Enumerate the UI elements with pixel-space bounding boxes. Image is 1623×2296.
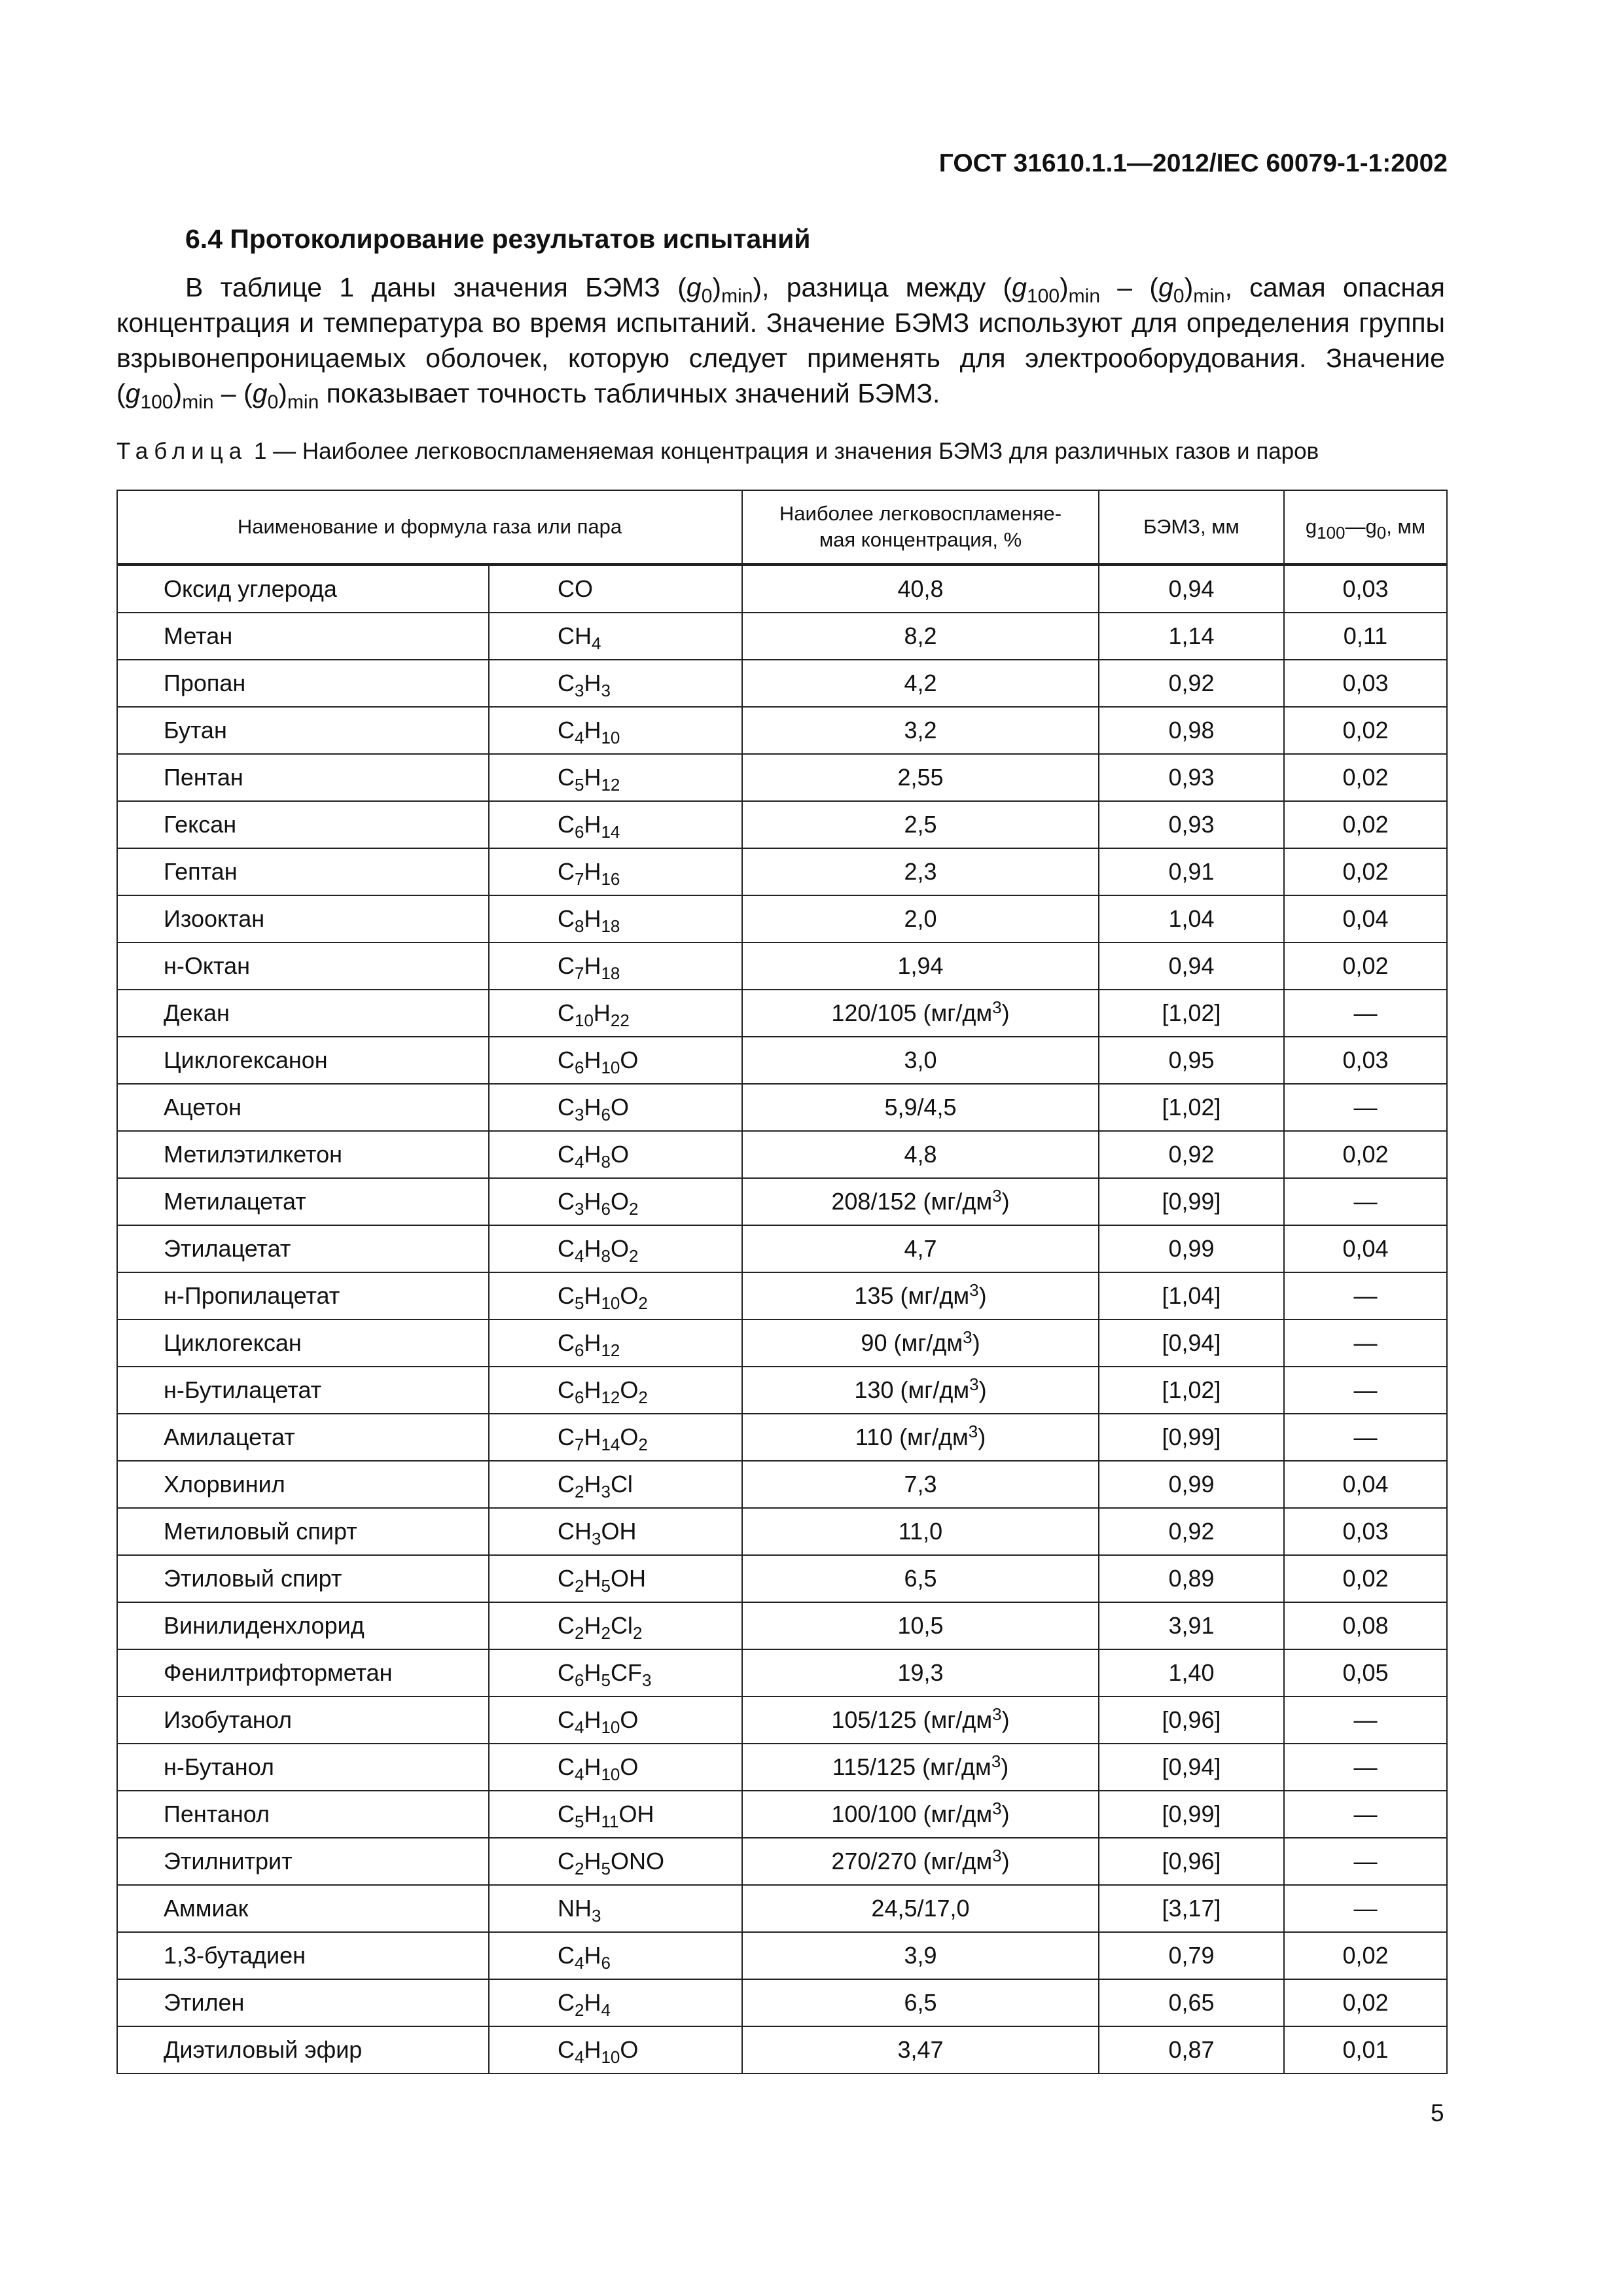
cell-gap-difference: 0,02	[1284, 801, 1447, 848]
table-body	[117, 565, 1447, 2074]
cell-gas-name: Этиловый спирт	[117, 1555, 489, 1602]
table-row	[117, 990, 1447, 1037]
cell-formula: $C_3H_6O_2$	[489, 1178, 742, 1225]
cell-gas-name: Этилнитрит	[117, 1838, 489, 1885]
cell-gap-difference: 0,02	[1284, 707, 1447, 754]
cell-concentration: 11,0	[742, 1508, 1099, 1555]
cell-concentration: 7,3	[742, 1461, 1099, 1508]
cell-concentration: 130 $(мг/дм^3)$	[742, 1367, 1099, 1414]
cell-gas-name: Хлорвинил	[117, 1461, 489, 1508]
table-row	[117, 613, 1447, 660]
cell-mesg: 1,40	[1099, 1649, 1284, 1696]
table-caption	[116, 439, 1319, 465]
cell-formula: $C_4H_{10}O$	[489, 2026, 742, 2073]
cell-gas-name: Гептан	[117, 848, 489, 895]
cell-concentration: 120/105 $(мг/дм^3)$	[742, 990, 1099, 1037]
cell-formula: $C_2H_5OH$	[489, 1555, 742, 1602]
cell-mesg: [0,99]	[1099, 1178, 1284, 1225]
cell-concentration: 24,5/17,0	[742, 1885, 1099, 1932]
cell-gap-difference: —	[1284, 1178, 1447, 1225]
section-title: 6.4 Протоколирование результатов испытаний	[185, 224, 811, 254]
cell-concentration: 40,8	[742, 565, 1099, 613]
cell-gap-difference: 0,03	[1284, 565, 1447, 613]
cell-mesg: 0,87	[1099, 2026, 1284, 2073]
cell-mesg: [1,04]	[1099, 1272, 1284, 1319]
cell-concentration: 90 $(мг/дм^3)$	[742, 1319, 1099, 1367]
cell-gas-name: Этилацетат	[117, 1225, 489, 1272]
cell-gap-difference: 0,04	[1284, 895, 1447, 942]
cell-gap-difference: —	[1284, 1791, 1447, 1838]
cell-gas-name: Аммиак	[117, 1885, 489, 1932]
cell-gas-name: Изооктан	[117, 895, 489, 942]
cell-mesg: [1,02]	[1099, 1367, 1284, 1414]
cell-concentration: 105/125 $(мг/дм^3)$	[742, 1696, 1099, 1744]
cell-gap-difference: 0,05	[1284, 1649, 1447, 1696]
header-gas-name: Наименование и формула газа или пара	[117, 490, 742, 565]
cell-mesg: [0,94]	[1099, 1744, 1284, 1791]
cell-gap-difference: 0,02	[1284, 1131, 1447, 1178]
cell-mesg: 1,04	[1099, 895, 1284, 942]
cell-formula: $C_8H_{18}$	[489, 895, 742, 942]
cell-concentration: 19,3	[742, 1649, 1099, 1696]
cell-gap-difference: —	[1284, 1696, 1447, 1744]
table-row	[117, 1225, 1447, 1272]
cell-formula: CO	[489, 565, 742, 613]
cell-formula: $C_3H_6O$	[489, 1084, 742, 1131]
cell-formula: $C_4H_8O$	[489, 1131, 742, 1178]
cell-mesg: 0,93	[1099, 801, 1284, 848]
cell-formula: $C_2H_4$	[489, 1979, 742, 2026]
table-row	[117, 1178, 1447, 1225]
cell-gap-difference: 0,02	[1284, 942, 1447, 990]
cell-mesg: [0,96]	[1099, 1838, 1284, 1885]
table-caption-label: Таблица	[116, 439, 248, 464]
cell-concentration: 3,9	[742, 1932, 1099, 1979]
header-gap-difference: $g_{100}—g_0$, мм	[1284, 490, 1447, 565]
table-row	[117, 1649, 1447, 1696]
cell-mesg: [0,99]	[1099, 1791, 1284, 1838]
page-number: 5	[1431, 2100, 1444, 2126]
table-row	[117, 801, 1447, 848]
table-header-row	[117, 490, 1447, 565]
cell-mesg: [0,96]	[1099, 1696, 1284, 1744]
cell-gas-name: Винилиденхлорид	[117, 1602, 489, 1649]
cell-formula: $C_4H_8O_2$	[489, 1225, 742, 1272]
cell-gas-name: н-Бутилацетат	[117, 1367, 489, 1414]
cell-gas-name: Циклогексан	[117, 1319, 489, 1367]
cell-gas-name: Декан	[117, 990, 489, 1037]
cell-mesg: 0,92	[1099, 1131, 1284, 1178]
table-row	[117, 660, 1447, 707]
cell-gap-difference: —	[1284, 1885, 1447, 1932]
cell-gas-name: н-Пропилацетат	[117, 1272, 489, 1319]
cell-gas-name: Пентан	[117, 754, 489, 801]
cell-gap-difference: 0,02	[1284, 1555, 1447, 1602]
table-row	[117, 1272, 1447, 1319]
cell-mesg: 0,95	[1099, 1037, 1284, 1084]
cell-formula: $C_7H_{14}O_2$	[489, 1414, 742, 1461]
cell-formula: $C_6H_{10}O$	[489, 1037, 742, 1084]
cell-concentration: 4,2	[742, 660, 1099, 707]
cell-gas-name: Амилацетат	[117, 1414, 489, 1461]
cell-concentration: 4,7	[742, 1225, 1099, 1272]
cell-mesg: 0,99	[1099, 1225, 1284, 1272]
cell-concentration: 2,55	[742, 754, 1099, 801]
gas-mesg-table	[116, 490, 1448, 2074]
table-row	[117, 1555, 1447, 1602]
cell-mesg: 0,89	[1099, 1555, 1284, 1602]
header-mesg: БЭМЗ, мм	[1099, 490, 1284, 565]
intro-paragraph: В таблице 1 даны значения БЭМЗ $(g_0)_{min}$), разница между $(g_{100})_{min} - (g_0)_{min}$, самая опасная концентрация и температура во время испытаний. Значение БЭМЗ используют для определения группы взрывонепроницаемых оболочек, которую следует применять для электрооборудования. Значение $(g_{100})_{min} - (g_0)_{min}$ показывает точность табличных значений БЭМЗ.	[116, 272, 1445, 413]
cell-concentration: 100/100 $(мг/дм^3)$	[742, 1791, 1099, 1838]
cell-gap-difference: —	[1284, 1367, 1447, 1414]
table-row	[117, 2026, 1447, 2073]
table-row	[117, 707, 1447, 754]
cell-mesg: 0,92	[1099, 660, 1284, 707]
cell-mesg: [3,17]	[1099, 1885, 1284, 1932]
cell-formula: $C_5H_{11}OH$	[489, 1791, 742, 1838]
cell-gas-name: Гексан	[117, 801, 489, 848]
header-concentration: Наиболее легковоспламеняе-мая концентрация, %	[742, 490, 1099, 565]
table-row	[117, 1037, 1447, 1084]
cell-gas-name: Пентанол	[117, 1791, 489, 1838]
table-row	[117, 1791, 1447, 1838]
table-row	[117, 1979, 1447, 2026]
cell-formula: $C_7H_{18}$	[489, 942, 742, 990]
cell-mesg: 0,93	[1099, 754, 1284, 801]
cell-concentration: 2,0	[742, 895, 1099, 942]
cell-gas-name: Диэтиловый эфир	[117, 2026, 489, 2073]
cell-mesg: 0,94	[1099, 942, 1284, 990]
cell-concentration: 1,94	[742, 942, 1099, 990]
table-row	[117, 1885, 1447, 1932]
cell-gap-difference: 0,03	[1284, 1508, 1447, 1555]
cell-formula: $C_4H_{10}O$	[489, 1696, 742, 1744]
cell-formula: $C_6H_{12}O_2$	[489, 1367, 742, 1414]
table-row	[117, 1932, 1447, 1979]
cell-concentration: 270/270 $(мг/дм^3)$	[742, 1838, 1099, 1885]
cell-gap-difference: 0,03	[1284, 660, 1447, 707]
cell-gas-name: Этилен	[117, 1979, 489, 2026]
table-row	[117, 1084, 1447, 1131]
cell-concentration: 4,8	[742, 1131, 1099, 1178]
cell-formula: $C_3H_3$	[489, 660, 742, 707]
cell-concentration: 3,2	[742, 707, 1099, 754]
cell-concentration: 3,47	[742, 2026, 1099, 2073]
cell-formula: $C_4H_{10}$	[489, 707, 742, 754]
cell-formula: $C_4H_{10}O$	[489, 1744, 742, 1791]
table-row	[117, 1508, 1447, 1555]
cell-formula: $CH_3OH$	[489, 1508, 742, 1555]
cell-gap-difference: 0,02	[1284, 1979, 1447, 2026]
cell-mesg: 0,79	[1099, 1932, 1284, 1979]
cell-gas-name: Метан	[117, 613, 489, 660]
cell-gap-difference: —	[1284, 1414, 1447, 1461]
cell-mesg: 0,98	[1099, 707, 1284, 754]
cell-concentration: 6,5	[742, 1979, 1099, 2026]
cell-formula: $C_4H_6$	[489, 1932, 742, 1979]
cell-concentration: 115/125 $(мг/дм^3)$	[742, 1744, 1099, 1791]
cell-mesg: 0,99	[1099, 1461, 1284, 1508]
cell-gap-difference: 0,01	[1284, 2026, 1447, 2073]
cell-mesg: [0,94]	[1099, 1319, 1284, 1367]
cell-gap-difference: 0,02	[1284, 1932, 1447, 1979]
table-row	[117, 754, 1447, 801]
cell-mesg: [1,02]	[1099, 1084, 1284, 1131]
cell-mesg: [1,02]	[1099, 990, 1284, 1037]
cell-gap-difference: —	[1284, 1838, 1447, 1885]
table-row	[117, 1838, 1447, 1885]
table-row	[117, 1696, 1447, 1744]
cell-concentration: 3,0	[742, 1037, 1099, 1084]
cell-concentration: 6,5	[742, 1555, 1099, 1602]
cell-gas-name: 1,3-бутадиен	[117, 1932, 489, 1979]
table-row	[117, 565, 1447, 613]
cell-formula: $C_6H_5CF_3$	[489, 1649, 742, 1696]
cell-formula: $C_5H_{12}$	[489, 754, 742, 801]
cell-gap-difference: 0,03	[1284, 1037, 1447, 1084]
cell-concentration: 10,5	[742, 1602, 1099, 1649]
cell-gas-name: Фенилтрифторметан	[117, 1649, 489, 1696]
cell-gap-difference: 0,08	[1284, 1602, 1447, 1649]
cell-gap-difference: 0,02	[1284, 754, 1447, 801]
cell-gas-name: Пропан	[117, 660, 489, 707]
cell-formula: $CH_4$	[489, 613, 742, 660]
cell-formula: $C_6H_{14}$	[489, 801, 742, 848]
cell-concentration: 208/152 $(мг/дм^3)$	[742, 1178, 1099, 1225]
cell-gap-difference: —	[1284, 990, 1447, 1037]
cell-formula: $C_{10}H_{22}$	[489, 990, 742, 1037]
table-row	[117, 895, 1447, 942]
cell-formula: $C_2H_5ONO$	[489, 1838, 742, 1885]
table-row	[117, 1367, 1447, 1414]
table-row	[117, 848, 1447, 895]
table-row	[117, 1319, 1447, 1367]
cell-formula: $C_5H_{10}O_2$	[489, 1272, 742, 1319]
table-row	[117, 1461, 1447, 1508]
cell-formula: $C_7H_{16}$	[489, 848, 742, 895]
cell-formula: $C_2H_2Cl_2$	[489, 1602, 742, 1649]
cell-gap-difference: 0,02	[1284, 848, 1447, 895]
cell-concentration: 5,9/4,5	[742, 1084, 1099, 1131]
cell-gap-difference: —	[1284, 1272, 1447, 1319]
cell-gas-name: н-Октан	[117, 942, 489, 990]
cell-mesg: 1,14	[1099, 613, 1284, 660]
cell-mesg: 3,91	[1099, 1602, 1284, 1649]
cell-mesg: 0,94	[1099, 565, 1284, 613]
cell-gas-name: Метилэтилкетон	[117, 1131, 489, 1178]
table-row	[117, 1131, 1447, 1178]
cell-gas-name: Бутан	[117, 707, 489, 754]
cell-gap-difference: —	[1284, 1744, 1447, 1791]
cell-gas-name: Метиловый спирт	[117, 1508, 489, 1555]
cell-gap-difference: —	[1284, 1319, 1447, 1367]
cell-concentration: 2,5	[742, 801, 1099, 848]
cell-gas-name: Оксид углерода	[117, 565, 489, 613]
cell-gap-difference: —	[1284, 1084, 1447, 1131]
cell-mesg: 0,65	[1099, 1979, 1284, 2026]
table-row	[117, 1602, 1447, 1649]
cell-gas-name: Метилацетат	[117, 1178, 489, 1225]
cell-concentration: 8,2	[742, 613, 1099, 660]
cell-concentration: 2,3	[742, 848, 1099, 895]
cell-concentration: 110 $(мг/дм^3)$	[742, 1414, 1099, 1461]
cell-formula: $C_6H_{12}$	[489, 1319, 742, 1367]
cell-mesg: 0,92	[1099, 1508, 1284, 1555]
table-row	[117, 1414, 1447, 1461]
cell-gas-name: н-Бутанол	[117, 1744, 489, 1791]
cell-mesg: 0,91	[1099, 848, 1284, 895]
table-row	[117, 1744, 1447, 1791]
cell-formula: $NH_3$	[489, 1885, 742, 1932]
cell-gas-name: Изобутанол	[117, 1696, 489, 1744]
cell-gas-name: Ацетон	[117, 1084, 489, 1131]
cell-gap-difference: 0,04	[1284, 1461, 1447, 1508]
cell-gap-difference: 0,11	[1284, 613, 1447, 660]
table-row	[117, 942, 1447, 990]
cell-concentration: 135 $(мг/дм^3)$	[742, 1272, 1099, 1319]
cell-gas-name: Циклогексанон	[117, 1037, 489, 1084]
cell-mesg: [0,99]	[1099, 1414, 1284, 1461]
cell-gap-difference: 0,04	[1284, 1225, 1447, 1272]
table-caption-text: 1 — Наиболее легковоспламеняемая концентрация и значения БЭМЗ для различных газов и паров	[247, 439, 1319, 464]
cell-formula: $C_2H_3Cl$	[489, 1461, 742, 1508]
document-header: ГОСТ 31610.1.1—2012/IEC 60079-1-1:2002	[938, 149, 1448, 177]
